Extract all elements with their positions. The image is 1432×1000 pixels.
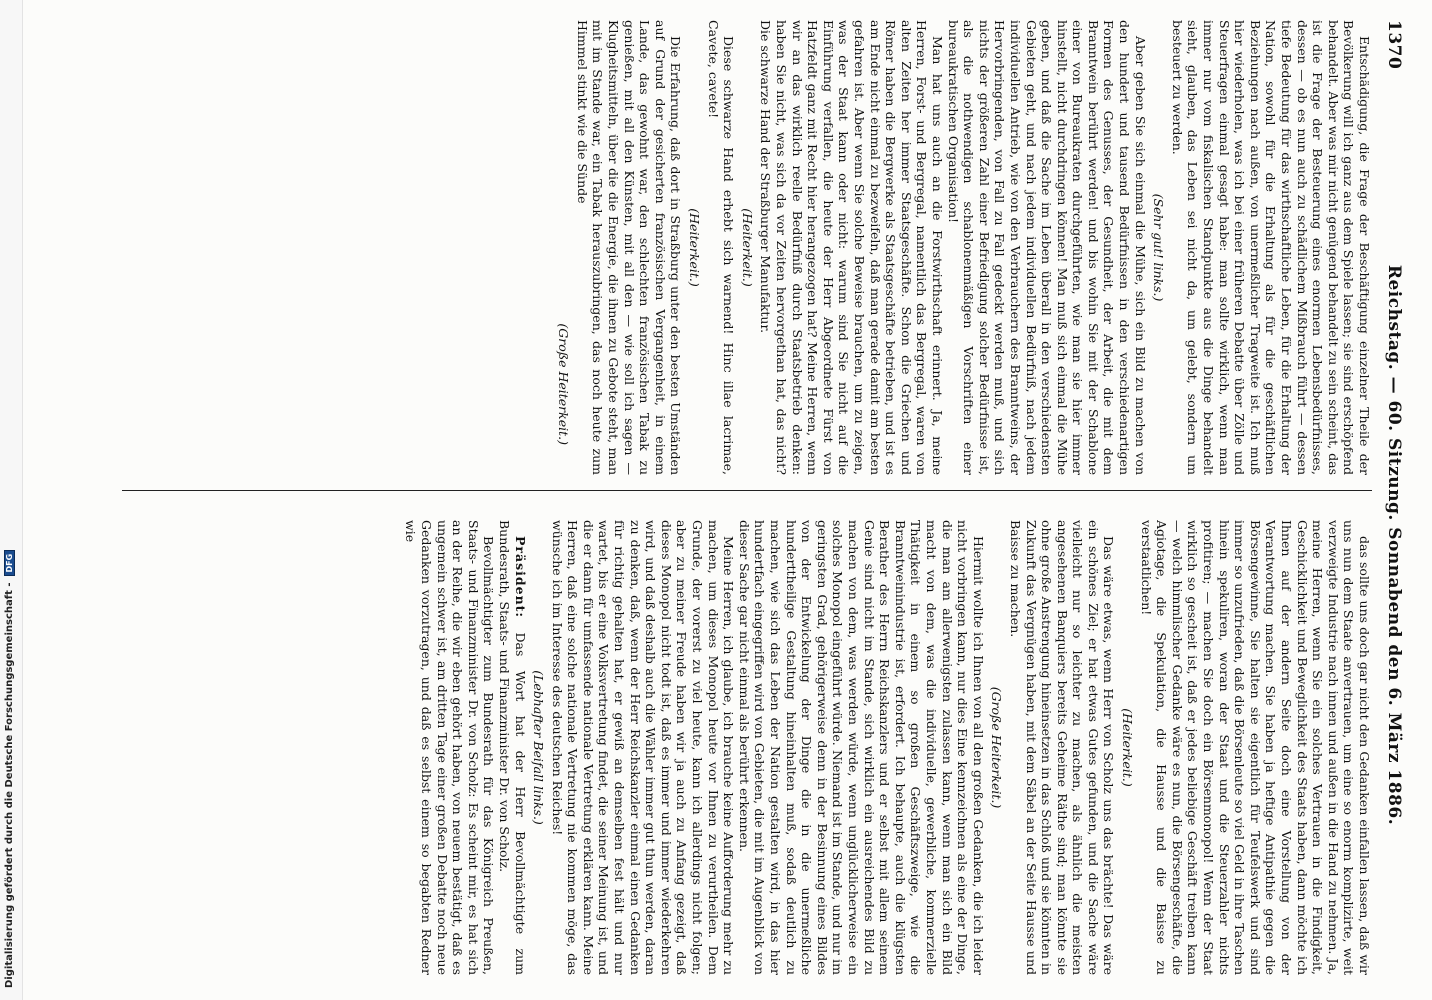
interjection: (Heiterkeit.) <box>1120 708 1136 787</box>
rotated-newspaper-page <box>122 20 1412 980</box>
page-header <box>1376 20 1412 980</box>
interjection: (Heiterkeit.) <box>739 208 755 287</box>
president-text: Das Wort hat der Herr Bevollmächtigte zum Bundesrath, Staats- und Finanzminister Dr. von Scholz. <box>496 520 528 975</box>
digitization-credit-strip <box>0 0 23 1000</box>
interjection: (Große Heiterkeit.) <box>989 686 1005 809</box>
page-number: 1370 <box>1384 20 1404 70</box>
speaker-label: Präsident: <box>512 536 528 619</box>
page-title: Reichstag. — 60. Sitzung. Sonnabend den 6. März 1886. <box>1384 264 1404 826</box>
right-paragraph: Bevollmächtigter zum Bundesrath für das Königreich Preußen, Staats- und Finanzminister Dr. von Scholz: Es scheint mir, es hat sich an der Reihe, die wir eben gehört haben, von neuem bestätigt, daß es ungemein schwer ist, am dritten Tage einer großen Debatte noch neue Gedanken vorzutragen, und daß es selbst einem so begabten Redner wie <box>403 520 497 975</box>
left-paragraph: Man hat uns auch an die Forstwirthschaft erinnert. Ja, meine Herren, Forst- und Bergregal, namentlich das Bergregal, waren von alten Zeiten her immer Staatsgeschäfte. Schon die Griechen und Römer haben die Bergwerke als Staatsgeschäfte betrieben, und ist es am Ende nicht einmal zu bezweifeln, daß man gerade damit am besten gefahren ist. Aber wenn Sie solche Beweise brauchen, um zu zeigen, was der Staat kann oder nicht: warum sind Sie nicht auf die Einführung verfallen, die heute der Herr Abgeordnete Fürst von Hatzfeldt ganz mit Recht hier herangezogen hat? Meine Herren, wenn wir an das wirklich reelle Bedürfniß durch Staatsbetrieb denken: haben Sie nicht, was sich da vor Zeiten hervorgethan hat, das nicht? Die schwarze Hand der Straßburger Manufaktur. <box>758 20 945 475</box>
interjection: (Sehr gut! links.) <box>1151 193 1167 302</box>
right-paragraph: das sollte uns doch gar nicht den Gedanken einfallen lassen, daß wir uns nun dem Staate anvertrauen, um eine so enorm komplizirte, weit verzweigte Industrie nach innen und außen in die Hand zu nehmen. Ja, meine Herren, wenn Sie ein solches Vertrauen in die Findigkeit, Geschicklichkeit und Beweglichkeit des Staats haben, dann möchte ich Ihnen auf der andern Seite doch eine Vorstellung von der Verantwortung machen. Sie haben ja heftige Antipathie gegen die Börsengewinne, Sie halten sie eigentlich für Teufelswerk und sind immer so unzufrieden, daß die Börsenleute so viel Geld in ihre Taschen hinein spekuliren, woran der Staat und die Steuerzahler nichts profitiren; — machen Sie doch ein Börsenmonopol! Wenn der Staat wirklich so gescheit ist, daß er jedes beliebige Geschäft treiben kann — welch himmlischer Gedanke wäre es nun, die Börsengeschäfte, die Agiotage, die Spekulation, die Hausse und die Baisse zu verstaatlichen! <box>1138 520 1372 975</box>
column-divider <box>122 490 1372 491</box>
left-paragraph: Diese schwarze Hand erhebt sich warnend! Hinc illae lacrimae, Cavete, cavete! <box>705 20 737 475</box>
interjection: (Heiterkeit.) <box>687 208 703 287</box>
right-column <box>122 520 1372 975</box>
dfg-logo: DFG <box>4 550 15 577</box>
interjection: (Lebhafter Beifall links.) <box>531 670 547 825</box>
credit-text: Digitalisierung gefördert durch die Deutsche Forschungsgemeinschaft - <box>4 582 15 988</box>
left-paragraph: Entschädigung, die Frage der Beschäftigung einzelner Theile der Bevölkerung will ich ganz aus dem Spiele lassen; sie sind erschöpfend behandelt. Aber was mir nicht genügend behandelt zu sein scheint, das ist die Frage der Besteuerung eines enormen Lebensbedürfnisses, dessen — ob es nun auch zu schädlichem Mißbrauch führt — dessen tiefe Bedeutung für das wirthschaftliche Leben, für die Erhaltung der Nation, sowohl für die Erhaltung als für die geschäftlichen Beziehungen nach außen, von unermeßlicher Tragweite ist. Ich muß hier wiederholen, was ich bei einer früheren Debatte über Zölle und Steuerfragen einmal gesagt habe: man sollte wirklich, wenn man immer nur vom fiskalischen Standpunkte aus die Dinge behandelt sieht, glauben, das Leben sei nicht da, um gelebt, sondern um besteuert zu werden. <box>1169 20 1372 475</box>
right-paragraph: Meine Herren, ich glaube, ich brauche keine Aufforderung mehr zu machen, um dieses Monopol heute vor Ihnen zu verurtheilen. Dem Grunde, der vorerst zu viel heute, kann ich allerdings nicht folgen; aber zu meiner Freude haben wir ja auch zu Anfang gezeigt, daß dieses Monopol nicht todt ist, daß es immer und immer wiederkehren wird, und daß deshalb auch die Wähler immer gut thun werden, daran zu denken, daß, wenn der Herr Reichskanzler einmal einen Gedanken für richtig gehalten hat, er gewiß an demselben fest hält und nur wartet, bis er eine Volksvertretung findet, die seiner Meinung ist, und die er dann für umfassende nationale Vertretung erklären kann. Meine Herren, daß eine solche nationale Vertretung nie kommen möge, das wünsche ich im Interesse des deutschen Reiches! <box>549 520 737 975</box>
left-column <box>167 20 1372 475</box>
interjection: (Große Heiterkeit.) <box>556 323 572 445</box>
right-paragraph: Das wäre etwas, wenn Herr von Scholz uns das brächte! Das wäre ein schönes Ziel; er hat etwas Gutes gefunden, und die Sache wäre vielleicht nur so leichter zu machen, als ähnlich die meisten angesehenen Banquiers bereits Geheime Räthe sind; man könnte sie ohne große Anstrengung hineinsetzen in das Schloß und sie könnten in Zukunft das Vergnügen haben, mit dem Säbel an der Seite Hausse und Baisse zu machen. <box>1007 520 1117 975</box>
president-paragraph <box>496 520 527 975</box>
left-paragraph: Die Erfahrung, daß dort in Straßburg unter den besten Umständen auf Grund der gesicherten französischen Vergangenheit, in einem Lande, das gewohnt war, den schlechten französischen Tabak zu genießen, mit all den Künsten, mit all den — wie soll ich sagen — Klugheitsmitteln, über die die Energie, die ihnen zu Gebote steht, man mit im Stande war, ein Tabak herauszubringen, das noch heute zum Himmel stinkt wie die Sünde <box>574 20 684 475</box>
right-paragraph: Hiermit wollte ich Ihnen von all den großen Gedanken, die ich leider nicht vorbringen kann, nur dies Eine kennzeichnen als eine der Dinge, die man am allerwenigsten zulassen kann, wenn man sich ein Bild macht von dem, was die individuelle, gewerbliche, kommerzielle Thätigkeit in einem so großen Geschäftszweige, wie die Branntweinindustrie ist, erfordert. Ich behaupte, auch die klügsten Berather des Herrn Reichskanzlers und er selbst mit allem seinem Genie sind nicht im Stande, sich wirklich ein ausreichendes Bild zu machen von dem, was werden würde, wenn unglücklicherweise ein solches Monopol eingeführt würde. Niemand ist im Stande, und nur im geringsten Grad, gehörigerweise denn in der Besinnung eines Bildes von der Entwickelung der Dinge die in die unermeßliche hunderttheilige Gestaltung hineinhalten muß, sodaß deutlich zu machen, wie sich das Leben der Nation gestalten wird, in das hier hundertfach eingegriffen wird von Gebieten, die mit im Augenblick von dieser Sache gar nicht einmal als berührt erkennen. <box>736 520 986 975</box>
left-paragraph: Aber geben Sie sich einmal die Mühe, sich ein Bild zu machen von den hundert und tausend Bedürfnissen in den verschiedenartigen Formen des Genusses, der Gesundheit, der Arbeit, die mit dem Branntwein berührt werden! und bis wohin Sie mit der Schablone einer von Bureaukraten durchgeführten, wie man sie hier immer hinstellt, nicht durchdringen können! Man muß sich einmal die Mühe geben, und daß die Sache im Leben überall in den verschiedensten Gebieten geht, und nach jedem individuellen Bedürfniß, nach jedem individuellen Antrieb, wie von den Verbrauchern des Branntweins, der Hervorbringenden, von Fall zu Fall gedeckt werden muß, und sich nichts der größeren Zahl einer Befriedigung solcher Bedürfnisse ist, als die nothwendigen schablonenmäßigen Vorschriften einer bureaukratischen Organisation! <box>945 20 1148 475</box>
